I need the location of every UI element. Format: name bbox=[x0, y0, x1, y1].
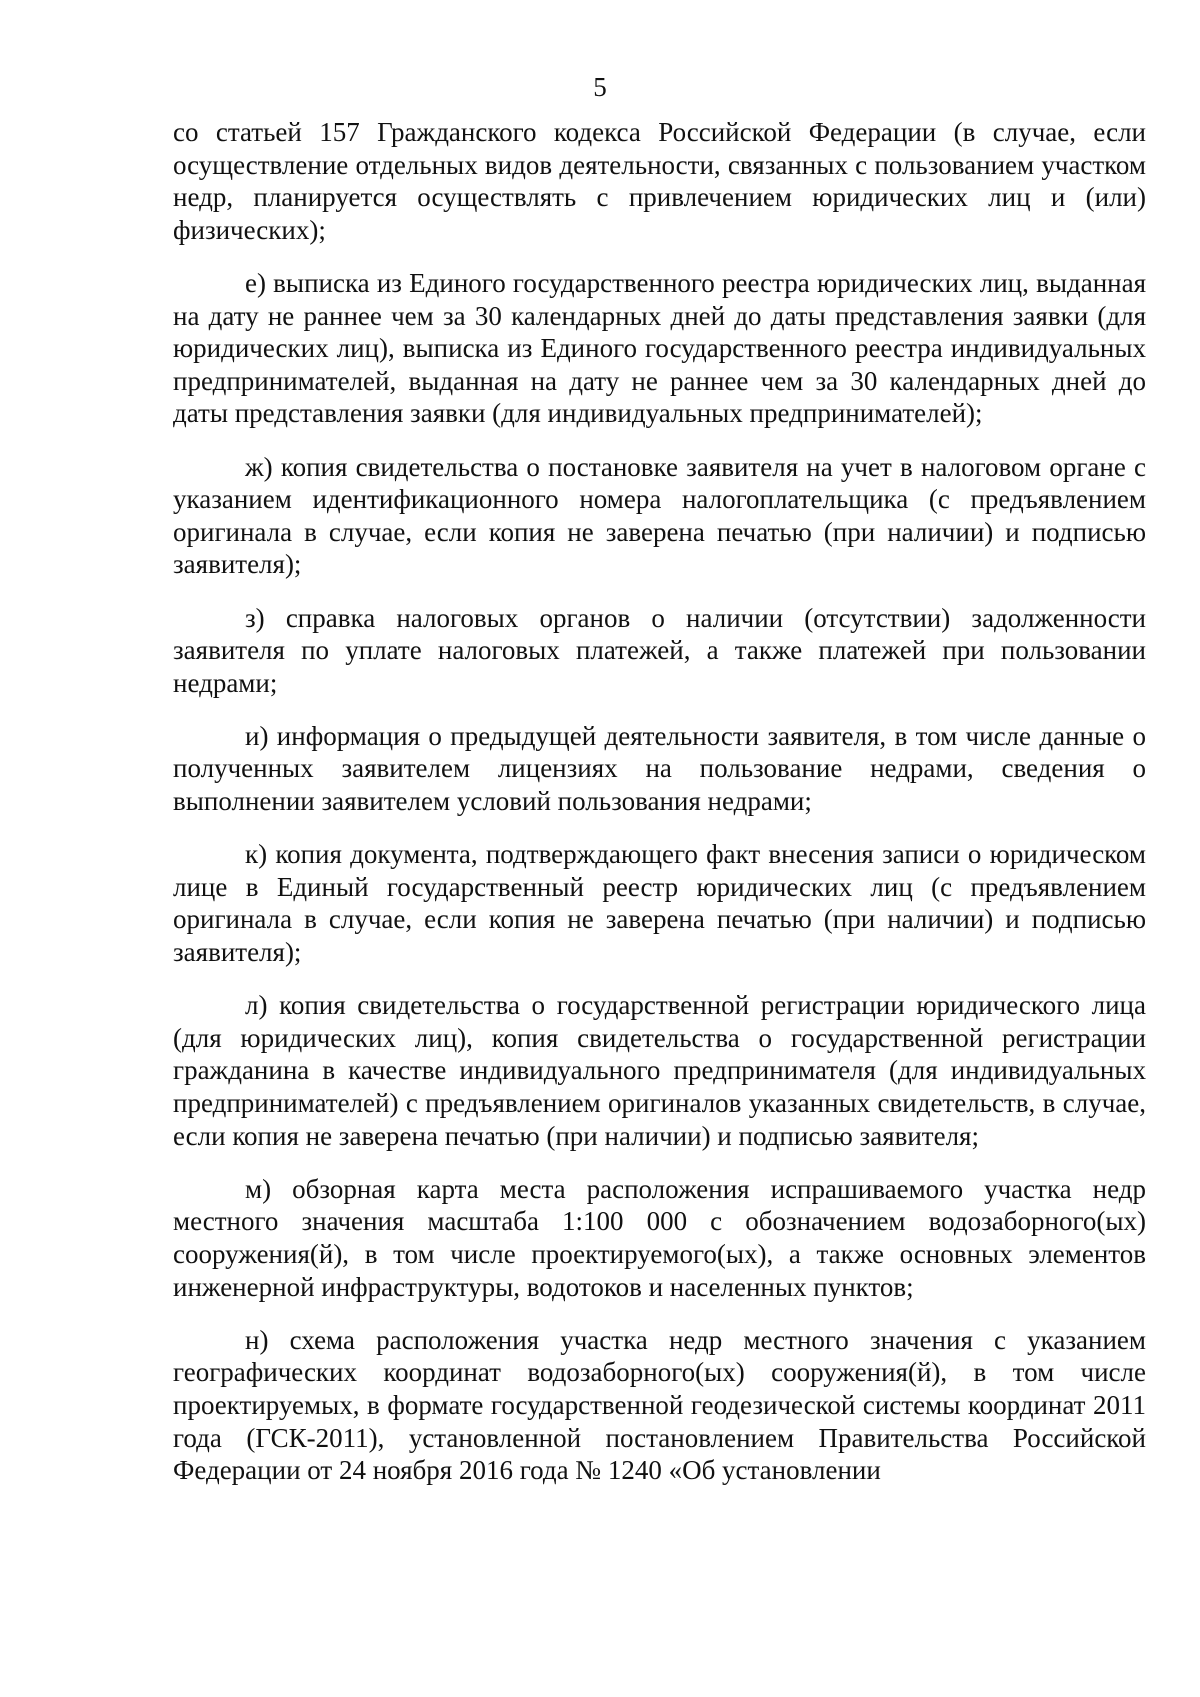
paragraph-continuation: со статьей 157 Гражданского кодекса Российской Федерации (в случае, если осуществление отдельных видов деятельности, связанных с пользованием участком недр, планируется осуществлять с привлечением юридических лиц и (или) физических); bbox=[173, 117, 1146, 245]
document-body bbox=[173, 116, 1146, 1507]
paragraph-item-l: л) копия свидетельства о государственной регистрации юридического лица (для юридических лиц), копия свидетельства о государственной регистрации гражданина в качестве индивидуального предпринимателя (для индивидуальных предпринимателей) с предъявлением оригиналов указанных свидетельств, в случае, если копия не заверена печатью (при наличии) и подписью заявителя; bbox=[173, 990, 1146, 1151]
paragraph-item-e: е) выписка из Единого государственного реестра юридических лиц, выданная на дату не раннее чем за 30 календарных дней до даты представления заявки (для юридических лиц), выписка из Единого государственного реестра индивидуальных предпринимателей, выданная на дату не раннее чем за 30 календарных дней до даты представления заявки (для индивидуальных предпринимателей); bbox=[173, 267, 1146, 429]
paragraph-item-m: м) обзорная карта места расположения испрашиваемого участка недр местного значения масштаба 1:100 000 с обозначением водозаборного(ых) сооружения(й), в том числе проектируемого(ых), а также основных элементов инженерной инфраструктуры, водотоков и населенных пунктов; bbox=[173, 1173, 1146, 1302]
page-number: 5 bbox=[593, 72, 607, 102]
paragraph-item-n: н) схема расположения участка недр местного значения с указанием географических координат водозаборного(ых) сооружения(й), в том числе проектируемых, в формате государственной геодезической системы координат 2011 года (ГСК-2011), установленной постановлением Правительства Российской Федерации от 24 ноября 2016 года № 1240 «Об установлении bbox=[173, 1324, 1146, 1486]
paragraph-item-z: з) справка налоговых органов о наличии (отсутствии) задолженности заявителя по уплате налоговых платежей, а также платежей при пользовании недрами; bbox=[173, 602, 1146, 698]
paragraph-item-i: и) информация о предыдущей деятельности заявителя, в том числе данные о полученных заявителем лицензиях на пользование недрами, сведения о выполнении заявителем условий пользования недрами; bbox=[173, 720, 1146, 817]
paragraph-item-zh: ж) копия свидетельства о постановке заявителя на учет в налоговом органе с указанием идентификационного номера налогоплательщика (с предъявлением оригинала в случае, если копия не заверена печатью (при наличии) и подписью заявителя); bbox=[173, 451, 1146, 580]
paragraph-item-k: к) копия документа, подтверждающего факт внесения записи о юридическом лице в Единый государственный реестр юридических лиц (с предъявлением оригинала в случае, если копия не заверена печатью (при наличии) и подписью заявителя); bbox=[173, 839, 1146, 968]
